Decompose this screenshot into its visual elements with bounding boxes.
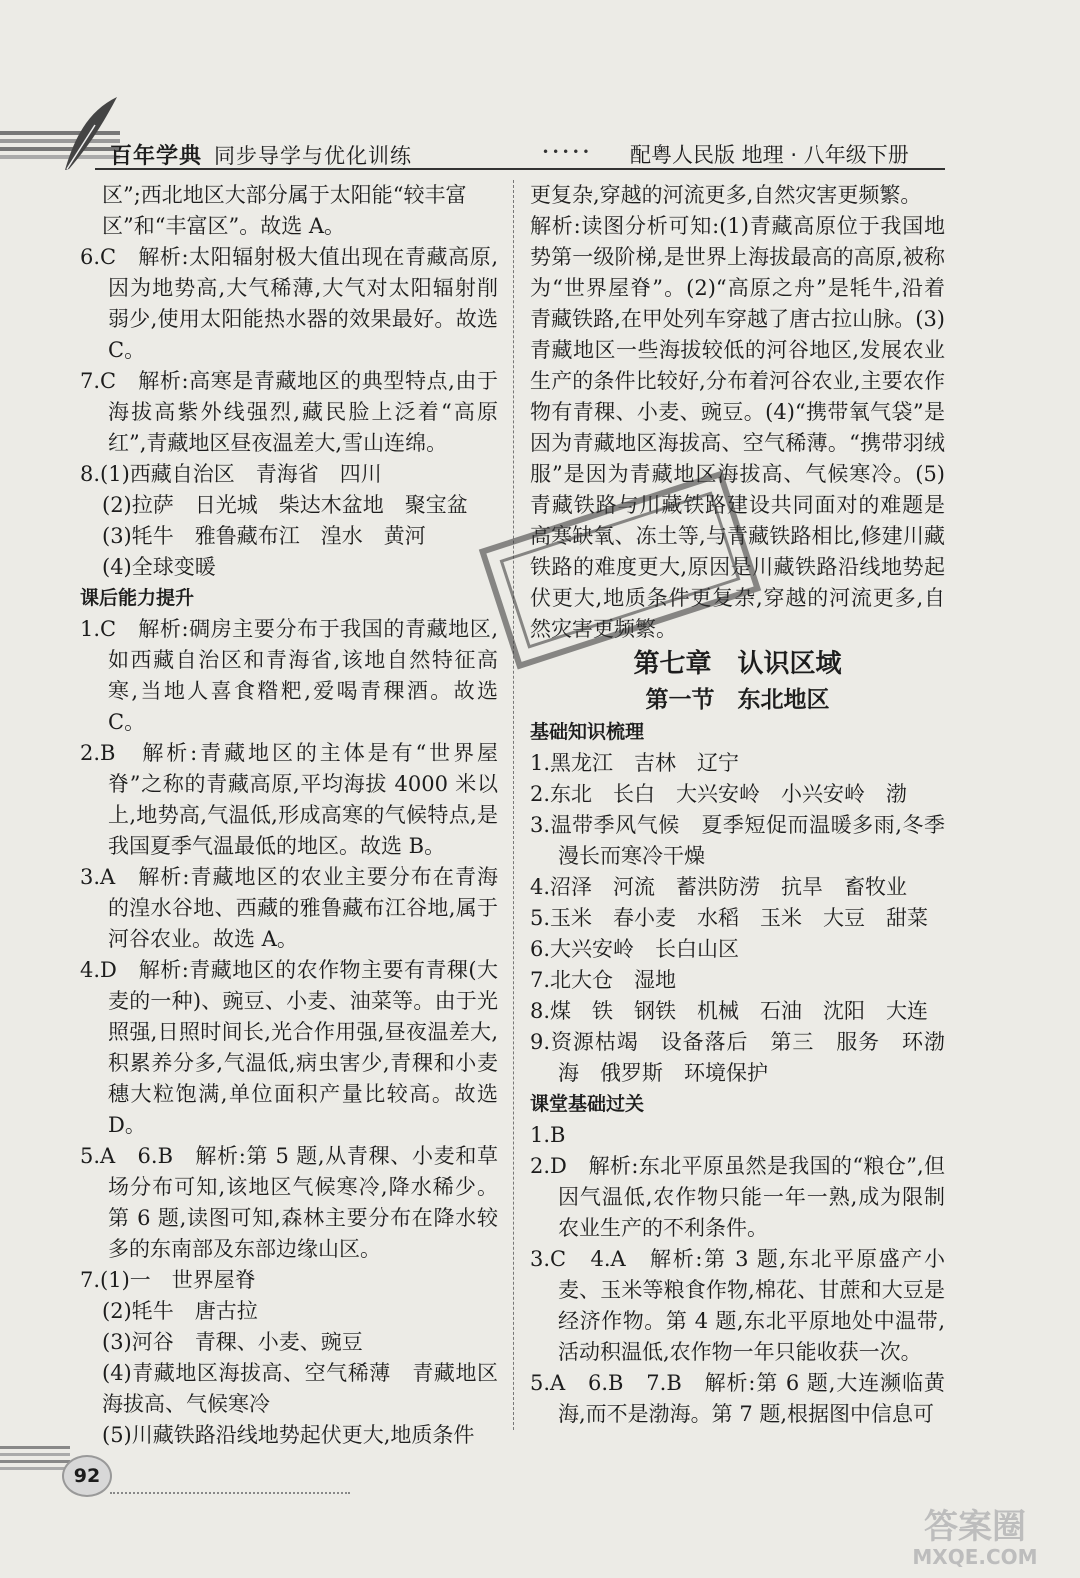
left-column-line: 6.C 解析:太阳辐射极大值出现在青藏高原,因为地势高,大气稀薄,大气对太阳辐射削弱少,使用太阳能热水器的效果最好。故选 C。 <box>80 245 498 362</box>
book-subtitle: 同步导学与优化训练 <box>214 144 413 168</box>
left-column-line: (2)拉萨 日光城 柴达木盆地 聚宝盆 <box>102 493 468 517</box>
watermark-logo <box>880 1500 1070 1570</box>
right-column-line: 5.A 6.B 7.B 解析:第 6 题,大连濒临黄海,而不是渤海。第 7 题,根据图中信息可 <box>530 1371 945 1426</box>
left-column-line: 3.A 解析:青藏地区的农业主要分布在青海的湟水谷地、西藏的雅鲁藏布江谷地,属于河谷农业。故选 A。 <box>80 865 498 951</box>
left-column-line: 区”;西北地区大部分属于太阳能“较丰富 <box>102 183 467 207</box>
right-column-line: 1.B <box>530 1123 566 1147</box>
left-column-line: 区”和“丰富区”。故选 A。 <box>102 214 346 238</box>
right-column-line: 2.东北 长白 大兴安岭 小兴安岭 渤 <box>530 782 908 806</box>
right-column-line: 7.北大仓 湿地 <box>530 968 677 992</box>
left-column-line: 7.C 解析:高寒是青藏地区的典型特点,由于海拔高紫外线强烈,藏民脸上泛着“高原红”,青藏地区昼夜温差大,雪山连绵。 <box>80 369 498 455</box>
right-column-line: 6.大兴安岭 长白山区 <box>530 937 740 961</box>
right-column-line: 第一节 东北地区 <box>645 687 830 713</box>
left-column-line: (3)河谷 青稞、小麦、豌豆 <box>102 1330 363 1354</box>
right-column-line: 课堂基础过关 <box>530 1093 645 1115</box>
right-column-line: 基础知识梳理 <box>530 721 645 743</box>
left-column-line: 8.(1)西藏自治区 青海省 四川 <box>80 462 382 486</box>
left-column-line: 5.A 6.B 解析:第 5 题,从青稞、小麦和草场分布可知,该地区气候寒冷,降水稀少。第 6 题,读图可知,森林主要分布在降水较多的东南部及东部边缘山区。 <box>80 1144 498 1261</box>
footer-rule <box>110 1492 350 1494</box>
right-column-line: 3.C 4.A 解析:第 3 题,东北平原盛产小麦、玉米等粮食作物,棉花、甘蔗和大豆是经济作物。第 4 题,东北平原地处中温带,活动积温低,农作物一年只能收获一次。 <box>530 1247 945 1364</box>
right-column-line: 1.黑龙江 吉林 辽宁 <box>530 751 740 775</box>
left-column-line: (4)青藏地区海拔高、空气稀薄 青藏地区海拔高、气候寒冷 <box>102 1361 498 1416</box>
left-column-line: 1.C 解析:碉房主要分布于我国的青藏地区,如西藏自治区和青海省,该地自然特征高寒,当地人喜食糌粑,爱喝青稞酒。故选 C。 <box>80 617 498 734</box>
right-column <box>530 180 945 1430</box>
header-dots: ••••• <box>542 145 593 159</box>
left-column-line: (4)全球变暖 <box>102 555 216 579</box>
watermark-url: MXQE.COM <box>912 1545 1038 1569</box>
right-column-line: 8.煤 铁 钢铁 机械 石油 沈阳 大连 <box>530 999 929 1023</box>
right-column-line: 解析:读图分析可知:(1)青藏高原位于我国地势第一级阶梯,是世界上海拔最高的高原,被称为“世界屋脊”。(2)“高原之舟”是牦牛,沿着青藏铁路,在甲处列车穿越了唐古拉山脉。(3)青藏地区一些海拔较低的河谷地区,发展农业生产的条件比较好,分布着河谷农业,主要农作物有青稞、小麦、豌豆。(4)“携带氧气袋”是因为青藏地区海拔高、空气稀薄。“携带羽绒服”是因为青藏地区海拔高、气候寒冷。(5)青藏铁路与川藏铁路建设共同面对的难题是高寒缺氧、冻土等,与青藏铁路相比,修建川藏铁路的难度更大,原因是川藏铁路沿线地势起伏更大,地质条件更复杂,穿越的河流更多,自然灾害更频繁。 <box>530 214 945 641</box>
right-column-line: 3.温带季风气候 夏季短促而温暖多雨,冬季漫长而寒冷干燥 <box>530 813 945 868</box>
page-number: 92 <box>62 1455 112 1497</box>
left-column-line: (2)牦牛 唐古拉 <box>102 1299 258 1323</box>
header-rule <box>95 168 945 170</box>
page-header <box>0 95 1080 175</box>
column-divider <box>513 180 514 1430</box>
edition-label: 配粤人民版 地理 · 八年级下册 <box>630 143 909 167</box>
left-column-line: (3)牦牛 雅鲁藏布江 湟水 黄河 <box>102 524 426 548</box>
left-column-line: 2.B 解析:青藏地区的主体是有“世界屋脊”之称的青藏高原,平均海拔 4000 米以上,地势高,气温低,形成高寒的气候特点,是我国夏季气温最低的地区。故选 B。 <box>80 741 498 858</box>
left-column <box>80 180 498 1451</box>
left-column-line: 7.(1)一 世界屋脊 <box>80 1268 256 1292</box>
header-title <box>110 139 412 170</box>
left-column-line: 4.D 解析:青藏地区的农作物主要有青稞(大麦的一种)、豌豆、小麦、油菜等。由于光照强,日照时间长,光合作用强,昼夜温差大,积累养分多,气温低,病虫害少,青稞和小麦穗大粒饱满,单位面积产量比较高。故选 D。 <box>80 958 498 1137</box>
right-column-line: 更复杂,穿越的河流更多,自然灾害更频繁。 <box>530 183 922 207</box>
brand-name: 百年学典 <box>110 144 203 169</box>
left-column-line: 课后能力提升 <box>80 587 195 609</box>
footer-stripes <box>0 1440 70 1480</box>
right-column-line: 4.沼泽 河流 蓄洪防涝 抗旱 畜牧业 <box>530 875 908 899</box>
right-column-line: 2.D 解析:东北平原虽然是我国的“粮仓”,但因气温低,农作物只能一年一熟,成为限制农业生产的不利条件。 <box>530 1154 945 1240</box>
right-column-line: 5.玉米 春小麦 水稻 玉米 大豆 甜菜 <box>530 906 929 930</box>
watermark-main: 答案圈 <box>924 1507 1026 1547</box>
right-column-line: 9.资源枯竭 设备落后 第三 服务 环渤海 俄罗斯 环境保护 <box>530 1030 945 1085</box>
left-column-line: (5)川藏铁路沿线地势起伏更大,地质条件 <box>102 1423 475 1447</box>
right-column-line: 第七章 认识区域 <box>633 649 842 679</box>
